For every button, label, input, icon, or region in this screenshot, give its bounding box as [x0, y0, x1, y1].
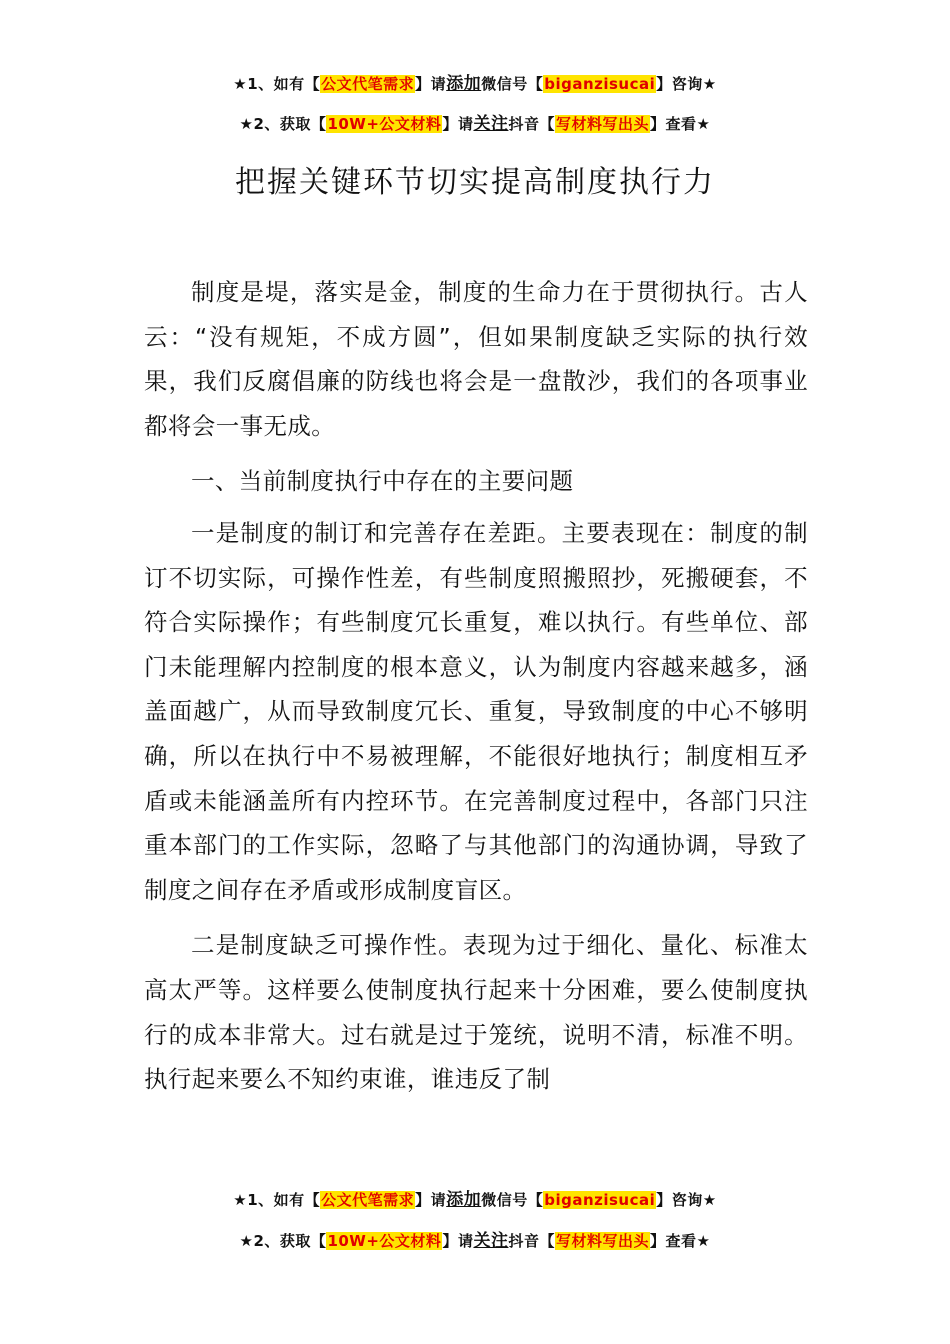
- paragraph-point-2: 二是制度缺乏可操作性。表现为过于细化、量化、标准太高太严等。这样要么使制度执行起来十分困难，要么使制度执行的成本非常大。过右就是过于笼统，说明不清，标准不明。执行起来要么不知约束谁，谁违反了制: [144, 931, 808, 1094]
- banner-text: 抖音【: [508, 1232, 555, 1250]
- banner-emphasis: 添加: [446, 1190, 482, 1210]
- banner-text: 】查看★: [649, 1232, 711, 1250]
- banner-highlight: 10W+公文材料: [327, 115, 442, 133]
- banner-highlight: 10W+公文材料: [327, 1232, 442, 1250]
- header-banner-2: [0, 109, 950, 134]
- banner-text: ★1、如有【: [233, 1191, 321, 1209]
- banner-highlight: 写材料写出头: [555, 1232, 649, 1250]
- banner-text: ★2、获取【: [239, 115, 327, 133]
- banner-highlight: 写材料写出头: [555, 115, 649, 133]
- banner-emphasis: 关注: [473, 114, 509, 134]
- banner-text: 】查看★: [649, 115, 711, 133]
- banner-text: ★1、如有【: [233, 75, 321, 93]
- banner-emphasis: 关注: [473, 1231, 509, 1251]
- banner-text: 微信号【: [481, 1191, 544, 1209]
- banner-text: 】咨询★: [656, 1191, 717, 1209]
- paragraph-intro: 制度是堤，落实是金，制度的生命力在于贯彻执行。古人云：“没有规矩，不成方圆”，但如果制度缺乏实际的执行效果，我们反腐倡廉的防线也将会是一盘散沙，我们的各项事业都将会一事无成。: [144, 278, 808, 440]
- banner-text: 】请: [415, 1191, 447, 1209]
- banner-highlight: biganzisucai: [544, 75, 656, 93]
- banner-text: 抖音【: [508, 115, 555, 133]
- banner-text: 】请: [415, 75, 447, 93]
- footer-banner-1: [0, 1185, 950, 1210]
- banner-text: 微信号【: [481, 75, 544, 93]
- banner-highlight: 公文代笔需求: [321, 1191, 415, 1209]
- banner-highlight: 公文代笔需求: [321, 75, 415, 93]
- header-banner-1: [0, 69, 950, 94]
- banner-emphasis: 添加: [446, 74, 482, 94]
- banner-text: 】请: [442, 115, 474, 133]
- document-title: 把握关键环节切实提高制度执行力: [235, 165, 715, 200]
- banner-text: ★2、获取【: [239, 1232, 327, 1250]
- paragraph-point-1: 一是制度的制订和完善存在差距。主要表现在：制度的制订不切实际，可操作性差，有些制度照搬照抄，死搬硬套，不符合实际操作；有些制度冗长重复，难以执行。有些单位、部门未能理解内控制度的根本意义，认为制度内容越来越多，涵盖面越广，从而导致制度冗长、重复，导致制度的中心不够明确，所以在执行中不易被理解，不能很好地执行；制度相互矛盾或未能涵盖所有内控环节。在完善制度过程中，各部门只注重本部门的工作实际，忽略了与其他部门的沟通协调，导致了制度之间存在矛盾或形成制度盲区。: [144, 518, 808, 904]
- document-body: [144, 270, 808, 1113]
- banner-text: 】咨询★: [656, 75, 717, 93]
- banner-text: 】请: [442, 1232, 474, 1250]
- banner-highlight: biganzisucai: [544, 1191, 656, 1209]
- section-heading: 一、当前制度执行中存在的主要问题: [191, 467, 574, 496]
- footer-banner-2: [0, 1226, 950, 1251]
